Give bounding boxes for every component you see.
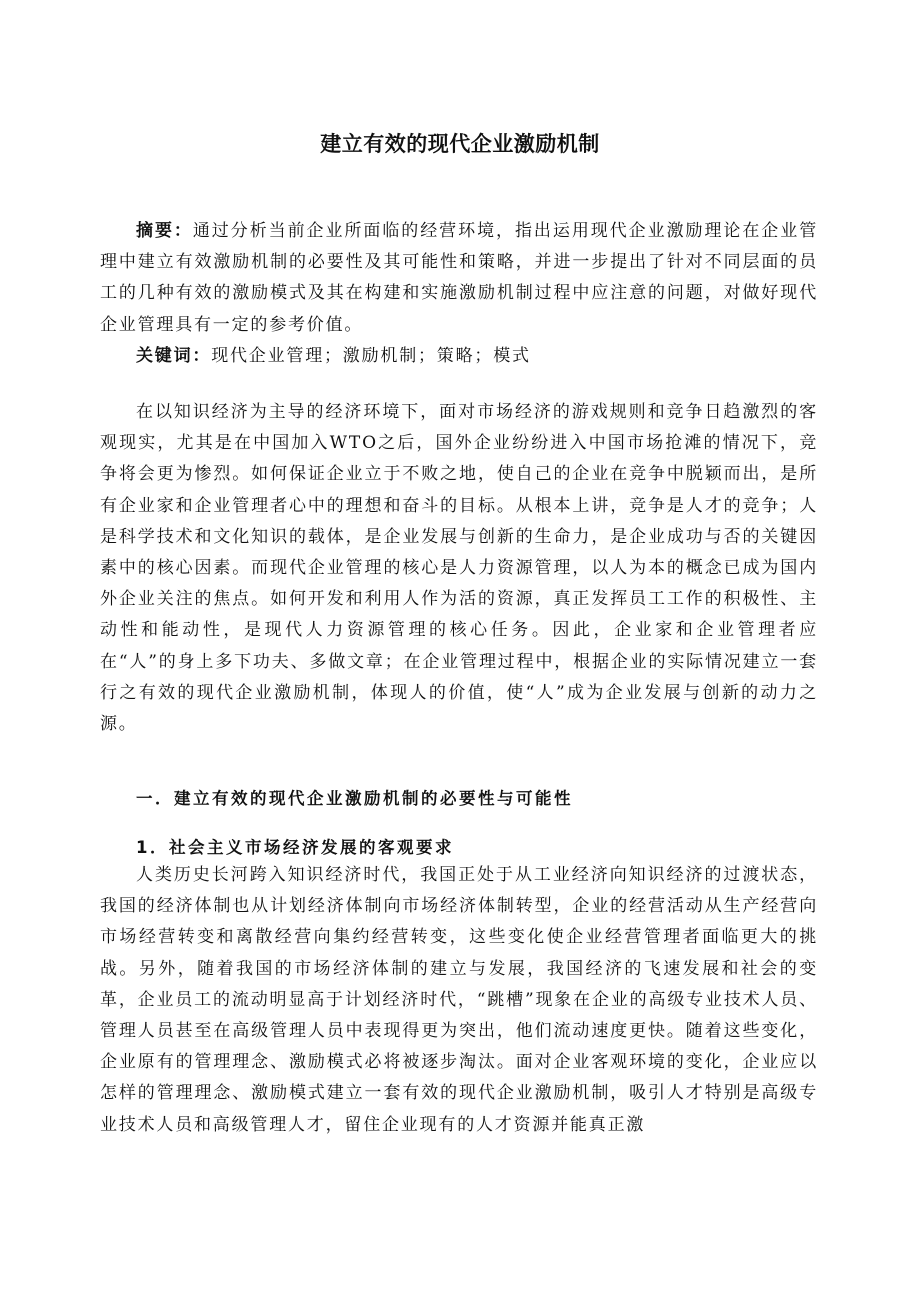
abstract-block: [100, 216, 818, 372]
keywords-label: 关键词：: [136, 345, 212, 366]
keywords-text: 现代企业管理；激励机制；策略；模式: [211, 345, 531, 366]
keywords-paragraph: [100, 341, 818, 372]
intro-paragraph: 在以知识经济为主导的经济环境下，面对市场经济的游戏规则和竞争日趋激烈的客观现实，尤其是在中国加入WTO之后，国外企业纷纷进入中国市场抢滩的情况下，竞争将会更为惨烈。如何保证企业立于不败之地，使自己的企业在竞争中脱颖而出，是所有企业家和企业管理者心中的理想和奋斗的目标。从根本上讲，竞争是人才的竞争；人是科学技术和文化知识的载体，是企业发展与创新的生命力，是企业成功与否的关键因素中的核心因素。而现代企业管理的核心是人力资源管理，以人为本的概念已成为国内外企业关注的焦点。如何开发和利用人作为活的资源，真正发挥员工工作的积极性、主动性和能动性，是现代人力资源管理的核心任务。因此，企业家和企业管理者应在“人”的身上多下功夫、多做文章；在企业管理过程中，根据企业的实际情况建立一套行之有效的现代企业激励机制，体现人的价值，使“人”成为企业发展与创新的动力之源。: [100, 402, 818, 735]
abstract-paragraph: [100, 216, 818, 341]
document-title: 建立有效的现代企业激励机制: [320, 132, 600, 156]
abstract-text: 通过分析当前企业所面临的经营环境，指出运用现代企业激励理论在企业管理中建立有效激励机制的必要性及其可能性和策略，并进一步提出了针对不同层面的员工的几种有效的激励模式及其在构建和实施激励机制过程中应注意的问题，对做好现代企业管理具有一定的参考价值。: [100, 221, 819, 335]
subsection1-heading: 1．社会主义市场经济发展的客观要求: [136, 838, 454, 857]
section1-heading: 一．建立有效的现代企业激励机制的必要性与可能性: [136, 789, 573, 808]
intro-block: [100, 397, 818, 740]
abstract-label: 摘要：: [136, 221, 193, 241]
subsection1-block: [100, 860, 818, 1141]
subsection1-paragraph: 人类历史长河跨入知识经济时代，我国正处于从工业经济向知识经济的过渡状态，我国的经济体制也从计划经济体制向市场经济体制转型，企业的经营活动从生产经营向市场经营转变和离散经营向集约经营转变，这些变化使企业经营管理者面临更大的挑战。另外，随着我国的市场经济体制的建立与发展，我国经济的飞速发展和社会的变革，企业员工的流动明显高于计划经济时代，“跳槽”现象在企业的高级专业技术人员、管理人员甚至在高级管理人员中表现得更为突出，他们流动速度更快。随着这些变化，企业原有的管理理念、激励模式必将被逐步淘汰。面对企业客观环境的变化，企业应以怎样的管理理念、激励模式建立一套有效的现代企业激励机制，吸引人才特别是高级专业技术人员和高级管理人才，留住企业现有的人才资源并能真正激: [100, 865, 818, 1135]
